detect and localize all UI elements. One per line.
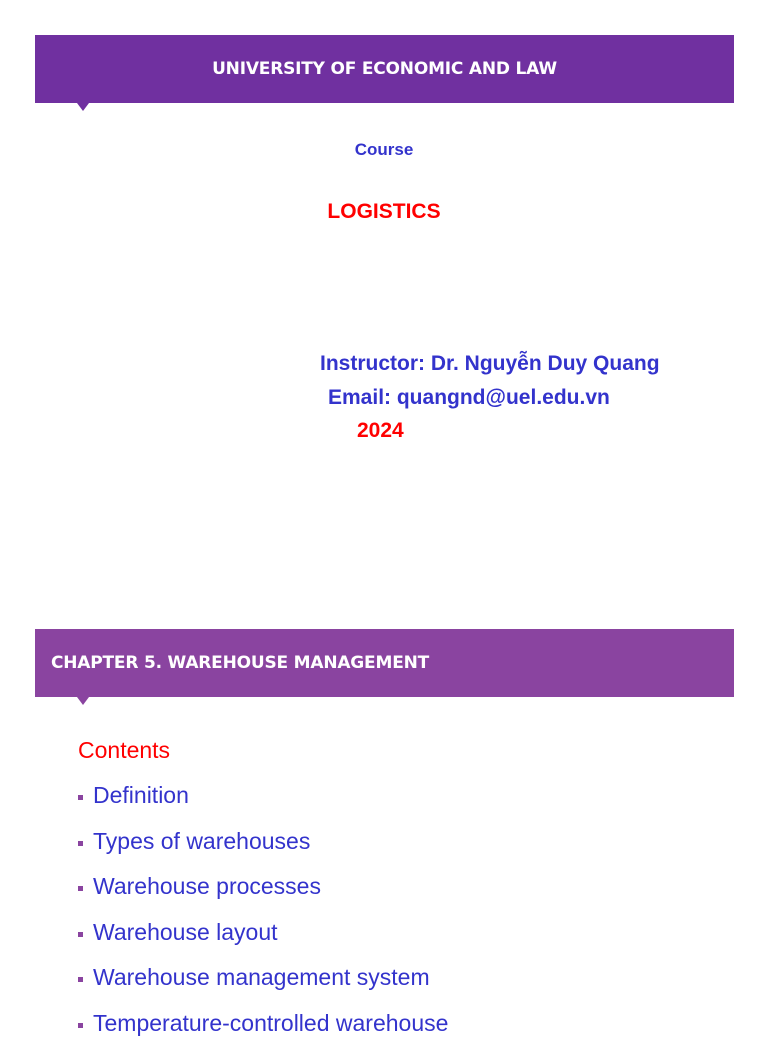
bullet-icon xyxy=(78,1023,83,1028)
list-item-label: Warehouse management system xyxy=(93,964,430,991)
bullet-icon xyxy=(78,795,83,800)
contents-list xyxy=(78,782,448,1055)
chapter-banner xyxy=(35,629,734,697)
list-item xyxy=(78,964,448,1010)
university-banner xyxy=(35,35,734,103)
course-year: 2024 xyxy=(357,419,404,443)
contents-heading: Contents xyxy=(78,737,170,764)
chapter-title: CHAPTER 5. WAREHOUSE MANAGEMENT xyxy=(51,653,429,673)
list-item-label: Warehouse layout xyxy=(93,919,278,946)
instructor-name: Instructor: Dr. Nguyễn Duy Quang xyxy=(320,352,660,376)
list-item xyxy=(78,873,448,919)
instructor-email: Email: quangnd@uel.edu.vn xyxy=(328,386,610,410)
course-title: LOGISTICS xyxy=(0,200,768,224)
list-item xyxy=(78,1010,448,1055)
bullet-icon xyxy=(78,977,83,982)
bullet-icon xyxy=(78,932,83,937)
course-label: Course xyxy=(0,140,768,160)
list-item xyxy=(78,828,448,874)
list-item xyxy=(78,782,448,828)
banner-notch xyxy=(77,103,89,111)
banner-notch xyxy=(77,697,89,705)
list-item-label: Temperature-controlled warehouse xyxy=(93,1010,448,1037)
list-item-label: Definition xyxy=(93,782,189,809)
bullet-icon xyxy=(78,841,83,846)
list-item-label: Warehouse processes xyxy=(93,873,321,900)
list-item xyxy=(78,919,448,965)
bullet-icon xyxy=(78,886,83,891)
list-item-label: Types of warehouses xyxy=(93,828,310,855)
university-title: UNIVERSITY OF ECONOMIC AND LAW xyxy=(212,59,557,79)
